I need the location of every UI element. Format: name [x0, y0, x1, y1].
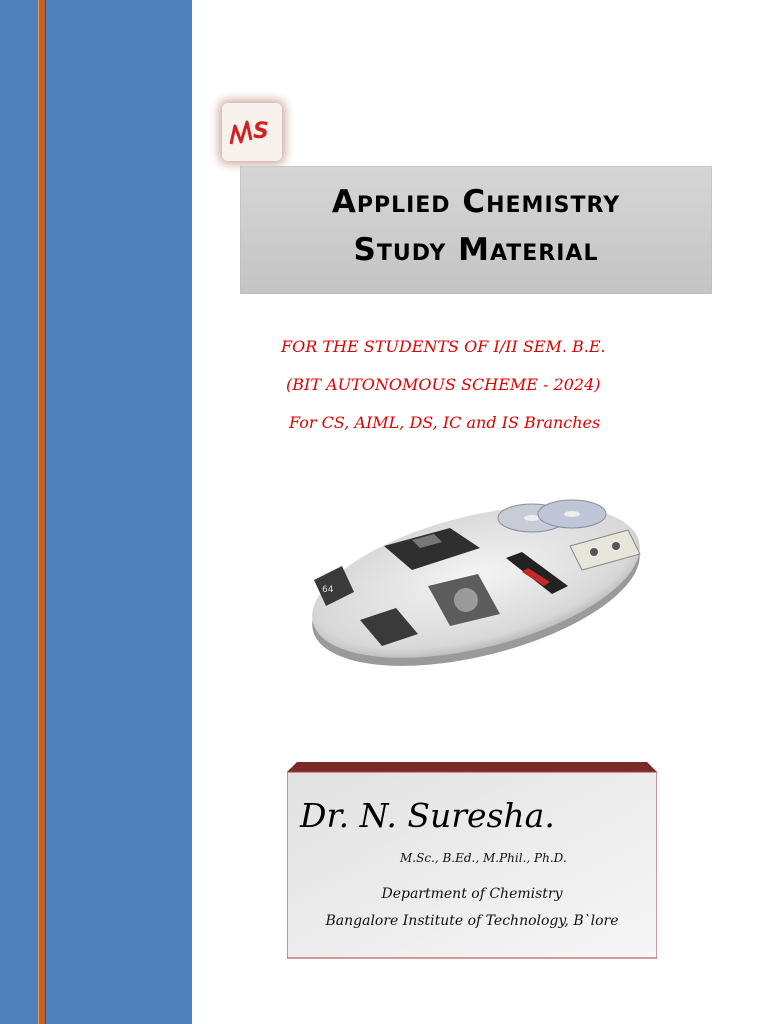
svg-text:64: 64 [322, 585, 334, 595]
subtitle-line-1: FOR THE STUDENTS OF I/II SEM. B.E. [281, 337, 606, 356]
author-institution: Bangalore Institute of Technology, B`lore [325, 913, 619, 929]
author-qualifications: M.Sc., B.Ed., M.Phil., Ph.D. [400, 851, 567, 865]
author-department: Department of Chemistry [381, 886, 563, 902]
ns-logo [222, 103, 282, 161]
title-line-1: Applied Chemistry [331, 184, 621, 220]
svg-text:S: S [253, 119, 269, 144]
storage-media-tray [300, 490, 652, 670]
ns-logo-mark [227, 112, 277, 152]
title-line-2: Study Material [353, 232, 599, 268]
title-box [240, 166, 712, 294]
author-name: Dr. N. Suresha. [300, 796, 555, 835]
subtitle-line-2: (BIT AUTONOMOUS SCHEME - 2024) [286, 375, 601, 394]
subtitle-line-3: For CS, AIML, DS, IC and IS Branches [289, 413, 601, 432]
side-stripe [38, 0, 46, 1024]
side-band [0, 0, 192, 1024]
